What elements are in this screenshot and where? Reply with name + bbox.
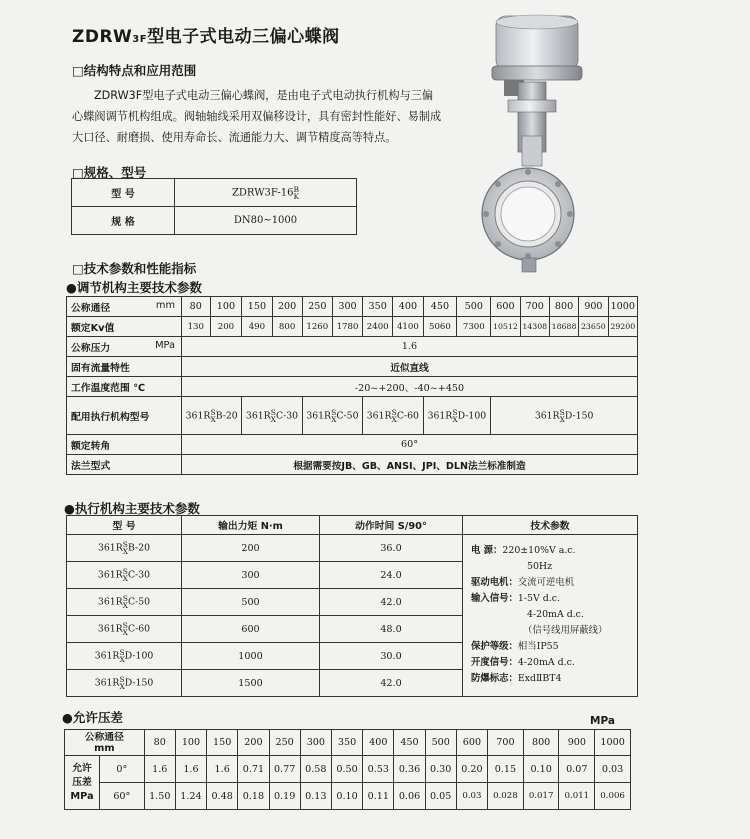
kv-label: 额定Kv值 xyxy=(67,317,182,337)
time-cell: 48.0 xyxy=(320,616,463,643)
kv-cell: 1780 xyxy=(332,317,362,337)
spec-value-size: DN80~1000 xyxy=(175,207,357,235)
table-row xyxy=(67,435,638,455)
time-cell: 24.0 xyxy=(320,562,463,589)
value-cell: 0.53 xyxy=(363,756,394,783)
dn-cell: 150 xyxy=(207,730,238,756)
dn-cell: 700 xyxy=(488,730,524,756)
dn-cell: 350 xyxy=(363,297,393,317)
value-cell: 1.50 xyxy=(144,783,175,810)
table-row xyxy=(67,397,638,435)
actuator-model: 361RS XC-50 xyxy=(67,589,182,616)
value-cell: 0.06 xyxy=(394,783,425,810)
table-row xyxy=(67,317,638,337)
page-title: ZDRW3F型电子式电动三偏心蝶阀 xyxy=(72,27,340,47)
dn-cell: 1000 xyxy=(595,730,631,756)
dn-cell: 900 xyxy=(559,730,595,756)
dn-cell: 100 xyxy=(175,730,206,756)
dn-cell: 300 xyxy=(300,730,331,756)
value-cell: 0.71 xyxy=(238,756,269,783)
kv-cell: 14308 xyxy=(520,317,549,337)
spec-table xyxy=(71,178,357,235)
actuator-params-table xyxy=(66,515,638,697)
kv-cell: 29200 xyxy=(608,317,637,337)
actuator-model: 361RS XC-60 xyxy=(67,616,182,643)
kv-cell: 7300 xyxy=(457,317,491,337)
value-cell: 0.77 xyxy=(269,756,300,783)
value-cell: 0.50 xyxy=(331,756,362,783)
spec-value-model: ZDRW3F-16B K xyxy=(175,179,357,207)
table-row xyxy=(67,455,638,475)
angle-value: 60° xyxy=(182,435,638,455)
section-heading-tech: □技术参数和性能指标 xyxy=(72,261,197,276)
actuator-model: 361RS XB-20 xyxy=(182,397,242,435)
torque-cell: 600 xyxy=(182,616,320,643)
value-cell: 0.30 xyxy=(425,756,456,783)
temp-label: 工作温度范围 ℃ xyxy=(67,377,182,397)
kv-cell: 800 xyxy=(272,317,302,337)
dn-cell: 400 xyxy=(363,730,394,756)
dn-cell: 800 xyxy=(549,297,578,317)
dn-cell: 80 xyxy=(182,297,211,317)
corner-header: 公称通径 mm xyxy=(65,730,145,756)
pressure-diff-unit: MPa xyxy=(590,715,615,727)
actuator-model: 361RS XD-150 xyxy=(67,670,182,697)
value-cell: 0.10 xyxy=(331,783,362,810)
regulating-params-table xyxy=(66,296,638,475)
dn-cell: 250 xyxy=(302,297,332,317)
dn-cell: 200 xyxy=(272,297,302,317)
value-cell: 0.006 xyxy=(595,783,631,810)
angle-label: 额定转角 xyxy=(67,435,182,455)
kv-cell: 1260 xyxy=(302,317,332,337)
actuator-model: 361RS XC-30 xyxy=(242,397,302,435)
flow-value: 近似直线 xyxy=(182,357,638,377)
column-header: 型 号 xyxy=(67,516,182,535)
value-cell: 0.36 xyxy=(394,756,425,783)
flow-label: 固有流量特性 xyxy=(67,357,182,377)
value-cell: 1.6 xyxy=(144,756,175,783)
kv-cell: 490 xyxy=(242,317,272,337)
actuator-model: 361RS XC-30 xyxy=(67,562,182,589)
table-row xyxy=(65,783,631,810)
dn-cell: 80 xyxy=(144,730,175,756)
kv-cell: 5060 xyxy=(423,317,457,337)
dn-cell: 450 xyxy=(423,297,457,317)
value-cell: 0.19 xyxy=(269,783,300,810)
actuator-model: 361RS XD-100 xyxy=(423,397,491,435)
actuator-model: 361RS XC-50 xyxy=(302,397,362,435)
kv-cell: 10512 xyxy=(491,317,520,337)
spec-label-model: 型 号 xyxy=(72,179,175,207)
dn-cell: 800 xyxy=(523,730,559,756)
dn-cell: 400 xyxy=(393,297,423,317)
valve-illustration xyxy=(478,14,590,276)
value-cell: 0.03 xyxy=(456,783,487,810)
actuator-model: 361RS XD-150 xyxy=(491,397,638,435)
kv-cell: 23650 xyxy=(579,317,608,337)
kv-cell: 18688 xyxy=(549,317,578,337)
value-cell: 0.03 xyxy=(595,756,631,783)
value-cell: 1.6 xyxy=(207,756,238,783)
dn-cell: 150 xyxy=(242,297,272,317)
table-row xyxy=(67,337,638,357)
torque-cell: 1500 xyxy=(182,670,320,697)
torque-cell: 300 xyxy=(182,562,320,589)
table-row xyxy=(65,756,631,783)
table-row xyxy=(67,535,638,562)
kv-cell: 4100 xyxy=(393,317,423,337)
torque-cell: 500 xyxy=(182,589,320,616)
subheading-pressure-diff: ●允许压差 xyxy=(62,710,123,725)
flange-value: 根据需要按JB、GB、ANSI、JPI、DLN法兰标准制造 xyxy=(182,455,638,475)
value-cell: 0.15 xyxy=(488,756,524,783)
subheading-actuator: ●执行机构主要技术参数 xyxy=(64,501,200,516)
subheading-regulating: ●调节机构主要技术参数 xyxy=(66,280,202,295)
actuator-model: 361RS XD-100 xyxy=(67,643,182,670)
dn-cell: 1000 xyxy=(608,297,637,317)
dn-cell: 350 xyxy=(331,730,362,756)
value-cell: 0.48 xyxy=(207,783,238,810)
actuator-model: 361RS XC-60 xyxy=(363,397,423,435)
temp-value: -20~+200、-40~+450 xyxy=(182,377,638,397)
value-cell: 0.05 xyxy=(425,783,456,810)
value-cell: 0.10 xyxy=(523,756,559,783)
actuator-model: 361RS XB-20 xyxy=(67,535,182,562)
dn-cell: 500 xyxy=(457,297,491,317)
time-cell: 30.0 xyxy=(320,643,463,670)
table-row xyxy=(67,357,638,377)
column-header: 技术参数 xyxy=(463,516,638,535)
value-cell: 0.011 xyxy=(559,783,595,810)
dn-cell: 900 xyxy=(579,297,608,317)
column-header: 输出力矩 N·m xyxy=(182,516,320,535)
dn-cell: 600 xyxy=(456,730,487,756)
table-row xyxy=(67,297,638,317)
value-cell: 1.24 xyxy=(175,783,206,810)
table-row xyxy=(72,207,357,235)
dn-cell: 700 xyxy=(520,297,549,317)
dn-cell: 500 xyxy=(425,730,456,756)
angle-cell: 60° xyxy=(100,783,145,810)
section-heading-structure: □结构特点和应用范围 xyxy=(72,63,197,78)
value-cell: 1.6 xyxy=(175,756,206,783)
table-row xyxy=(67,516,638,535)
table-row xyxy=(65,730,631,756)
dn-cell: 250 xyxy=(269,730,300,756)
section-heading-spec: □规格、型号 xyxy=(72,165,147,180)
dn-cell: 450 xyxy=(394,730,425,756)
dn-cell: 300 xyxy=(332,297,362,317)
structure-description: ZDRW3F型电子式电动三偏心蝶阀，是由电子式电动执行机构与三偏心蝶阀调节机构组成。阀轴轴线采用双偏移设计，具有密封性能好、易制成大口径、耐磨损、使用寿命长、流通能力大、调节精度高等特点。 xyxy=(72,89,442,144)
spec-label-size: 规 格 xyxy=(72,207,175,235)
pressure-diff-table xyxy=(64,729,631,810)
tech-params-cell: 电 源：220±10%V a.c. 50Hz 驱动电机：交流可逆电机 输入信号：1-5V d.c. 4-20mA d.c. （信号线用屏蔽线） 保护等级：相当IP55 开度信号：4-20mA d.c. 防爆标志：ExdⅡBT4 xyxy=(463,535,638,697)
value-cell: 0.58 xyxy=(300,756,331,783)
angle-cell: 0° xyxy=(100,756,145,783)
value-cell: 0.18 xyxy=(238,783,269,810)
table-row xyxy=(67,377,638,397)
value-cell: 0.07 xyxy=(559,756,595,783)
value-cell: 0.017 xyxy=(523,783,559,810)
value-cell: 0.11 xyxy=(363,783,394,810)
pressure-value: 1.6 xyxy=(182,337,638,357)
value-cell: 0.028 xyxy=(488,783,524,810)
dn-label: 公称通径 mm xyxy=(67,297,182,317)
value-cell: 0.13 xyxy=(300,783,331,810)
time-cell: 42.0 xyxy=(320,589,463,616)
dn-cell: 100 xyxy=(210,297,242,317)
kv-cell: 2400 xyxy=(363,317,393,337)
torque-cell: 1000 xyxy=(182,643,320,670)
table-row xyxy=(72,179,357,207)
kv-cell: 130 xyxy=(182,317,211,337)
row-label: 允许 压差 MPa xyxy=(65,756,100,810)
torque-cell: 200 xyxy=(182,535,320,562)
actuator-label: 配用执行机构型号 xyxy=(67,397,182,435)
column-header: 动作时间 S/90° xyxy=(320,516,463,535)
dn-cell: 600 xyxy=(491,297,520,317)
value-cell: 0.20 xyxy=(456,756,487,783)
kv-cell: 200 xyxy=(210,317,242,337)
flange-label: 法兰型式 xyxy=(67,455,182,475)
dn-cell: 200 xyxy=(238,730,269,756)
pressure-label: 公称压力 MPa xyxy=(67,337,182,357)
time-cell: 42.0 xyxy=(320,670,463,697)
time-cell: 36.0 xyxy=(320,535,463,562)
